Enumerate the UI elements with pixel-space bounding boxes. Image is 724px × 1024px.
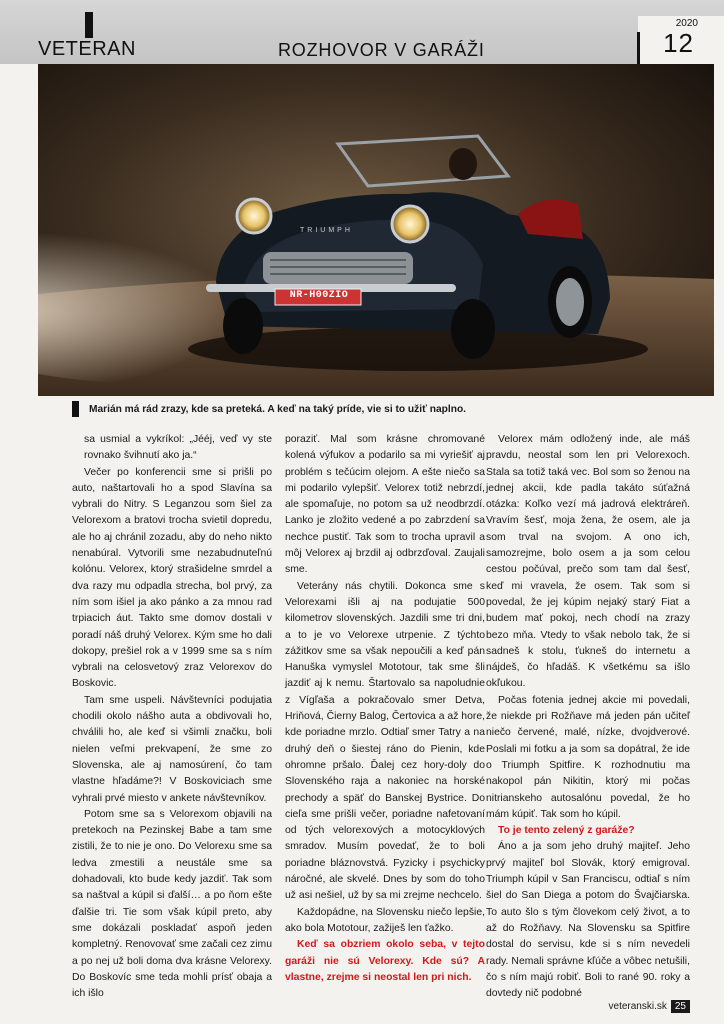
text-column-2	[285, 432, 485, 986]
brand-mark	[85, 12, 93, 38]
paragraph: poraziť. Mal som krásne chromované kolená výfukov a podarilo sa mi vyriešiť aj problém s tečúcim olejom. A ešte niečo sa mi podarilo vylepšiť. Velorex totiž nebrzdí, ale spomaľuje, no potom sa už neodbrzdí. Lanko je zložito vedené a po zabrzdení sa nechce pustiť. Tak som to trocha upravil a môj Velorex aj brzdil aj odbrzďoval. Zaujali sme.	[285, 434, 485, 576]
section-title: ROZHOVOR V GARÁŽI	[278, 40, 485, 60]
page-number: 25	[671, 1000, 690, 1013]
license-plate: NR-H00ZIO	[289, 290, 349, 301]
caption-text: Marián má rád zrazy, kde sa preteká. A keď na taký príde, vie si to užiť naplno.	[89, 403, 467, 415]
paragraph: Každopádne, na Slovensku niečo lepšie, ako bola Mototour, zažiješ len ťažko.	[285, 906, 485, 934]
interview-question: To je tento zelený z garáže?	[498, 825, 635, 837]
issue-number: 12	[663, 28, 694, 58]
magazine-brand: VETERAN	[38, 38, 136, 60]
caption-mark	[72, 401, 79, 417]
car-badge: TRIUMPH	[300, 227, 353, 234]
header-bar	[0, 0, 724, 64]
paragraph: Večer po konferencii sme si prišli po auto, naštartovali ho a spod Slavína sa vybrali do Nitry. S Leganzou som šiel za Velorexom a bratovi trocha svietil dopredu, ale ho aj chránil zozadu, aby do neho nikto nenabúral. Vytvorili sme nezabudnuteľnú kolónu. Velorex, ktorý strašidelne smrdel a dva razy mu odpadla strecha, bol prvý, za ním som išiel ja ako pánko a za mnou rad trpiacich áut. Takto sme domov dostali v poradí náš druhý Velorex. Kým sme ho dali dokopy, prešiel rok a v 1999 sme sa s ním vybrali na celosvetový zraz Velorexov do Boskovic.	[72, 466, 272, 690]
website-url: veteranski.sk	[608, 1001, 667, 1012]
car-photo	[38, 64, 714, 396]
paragraph: Tam sme uspeli. Návštevníci podujatia chodili okolo nášho auta a obdivovali ho, chválili ho, ale keď si všimli značku, boli nielen veľmi prekvapení, že sme zo Slovenska, ale aj namosúrení, čo tam vlastne hľadáme?! V Boskoviciach sme vyhrali prvé miesto v ankete návštevníkov.	[72, 694, 272, 804]
text-column-3	[486, 432, 690, 1002]
text-column-1	[72, 432, 272, 1002]
paragraph: Velorex mám odložený inde, ale máš pravdu, neostal som len pri Velorexoch. Stala sa totiž taká vec. Bol som so ženou na jednej akcii, kde padla takáto súťažná otázka: Koľko vezí má jadrová elektráreň. Vravím šesť, moja žena, že osem, ale ja som trval na svojom. A ono ich, samozrejme, bolo osem a ja som celou cestou počúval, prečo som tam dal šesť, keď mi vravela, že osem. Tak som si povedal, že jej kúpim nejaký starý Fiat a budem mať pokoj, nech chodí na zrazy bezo mňa. Vtedy to však nebolo tak, že si sadneš k stolu, ťukneš do internetu a nájdeš, čo hľadáš. K všetkému sa išlo okľukou.	[486, 434, 690, 690]
issue-year: 2020	[675, 18, 698, 29]
interview-question: Keď sa obzriem okolo seba, v tejto garáži nie sú Velorexy. Kde sú? A vlastne, zrejme si neostal len pri nich.	[285, 939, 485, 983]
paragraph: Áno a ja som jeho druhý majiteľ. Jeho prvý majiteľ bol Slovák, ktorý emigroval. Triumph kúpil v San Franciscu, odtiaľ s ním šiel do San Diega a potom do Švajčiarska. To auto šlo s tým človekom celý život, a to až do Rožňavy. Na Slovensku sa Spitfire dostal do servisu, kde si s ním nevedeli rady. Nemali správne kľúče a vôbec netušili, čo s ním majú robiť. Boli to rané 90. roky a dovtedy nič podobné	[486, 841, 690, 1000]
paragraph: Veterány nás chytili. Dokonca sme s Velorexami išli aj na podujatie 500 kilometrov slovenských. Jazdili sme tri dni, a to je vo Velorexe utrpenie. Z týchto zážitkov sme sa však nepoučili a keď pán Hanuška vymyslel Mototour, tak sme šli jazdiť aj k nemu. Štartovalo sa napoludnie z Vígľaša a pokračovalo smer Detva, Hriňová, Čierny Balog, Čertovica a až hore, kde poriadne mrzlo. Odtiaľ smer Tatry a na druhý deň o šiestej ráno do Pienin, kde ohromne pršalo. Ďalej cez hory-doly do Slovenského raja a nakoniec na horské prechody a späť do Banskej Bystrice. Do cieľa sme prišli večer, poriadne nafetovaní od tých velorexových a motocyklových smradov. Musím povedať, že to boli poriadne bláznovstvá. Fyzicky i psychicky náročné, ale skvelé. Dnes by som do toho už asi nešiel, už by sa mi zrejme nechcelo.	[285, 580, 485, 902]
car-illustration	[38, 64, 714, 396]
paragraph: Potom sme sa s Velorexom objavili na pretekoch na Pezinskej Babe a tam sme zistili, že to nie je ono. Do Velorexu sme sa ledva zmestili a neustále sme sa dohadovali, kto bude kedy jazdiť. Tak som sa naštval a kúpil si ďalší… a po ňom ešte ďalšie tri. Tie som však kúpil preto, aby sme dokázali poskladať aspoň jeden kompletný. Renovovať sme začali cez zimu a po nej už boli doma dva krásne Velorexy. Do Boskovíc sme teda mohli prísť obaja a ich išlo	[72, 808, 272, 1000]
photo-caption	[72, 401, 466, 417]
paragraph: sa usmial a vykríkol: „Jééj, veď vy ste rovnako švihnutí ako ja.“	[84, 434, 272, 462]
paragraph: Počas fotenia jednej akcie mi povedali, že niekde pri Rožňave má jeden pán učiteľ niečo červené, malé, nízke, dvojdverové. Poslali mi fotku a ja som sa dopátral, že ide o Triumph Spitfire. K rozhodnutiu ma nakopol pán Nikitin, ktorý mi počas nitrianskeho autosalónu povedal, že ho mám kúpiť. Tak som ho kúpil.	[486, 694, 690, 820]
page-footer	[609, 1000, 690, 1013]
